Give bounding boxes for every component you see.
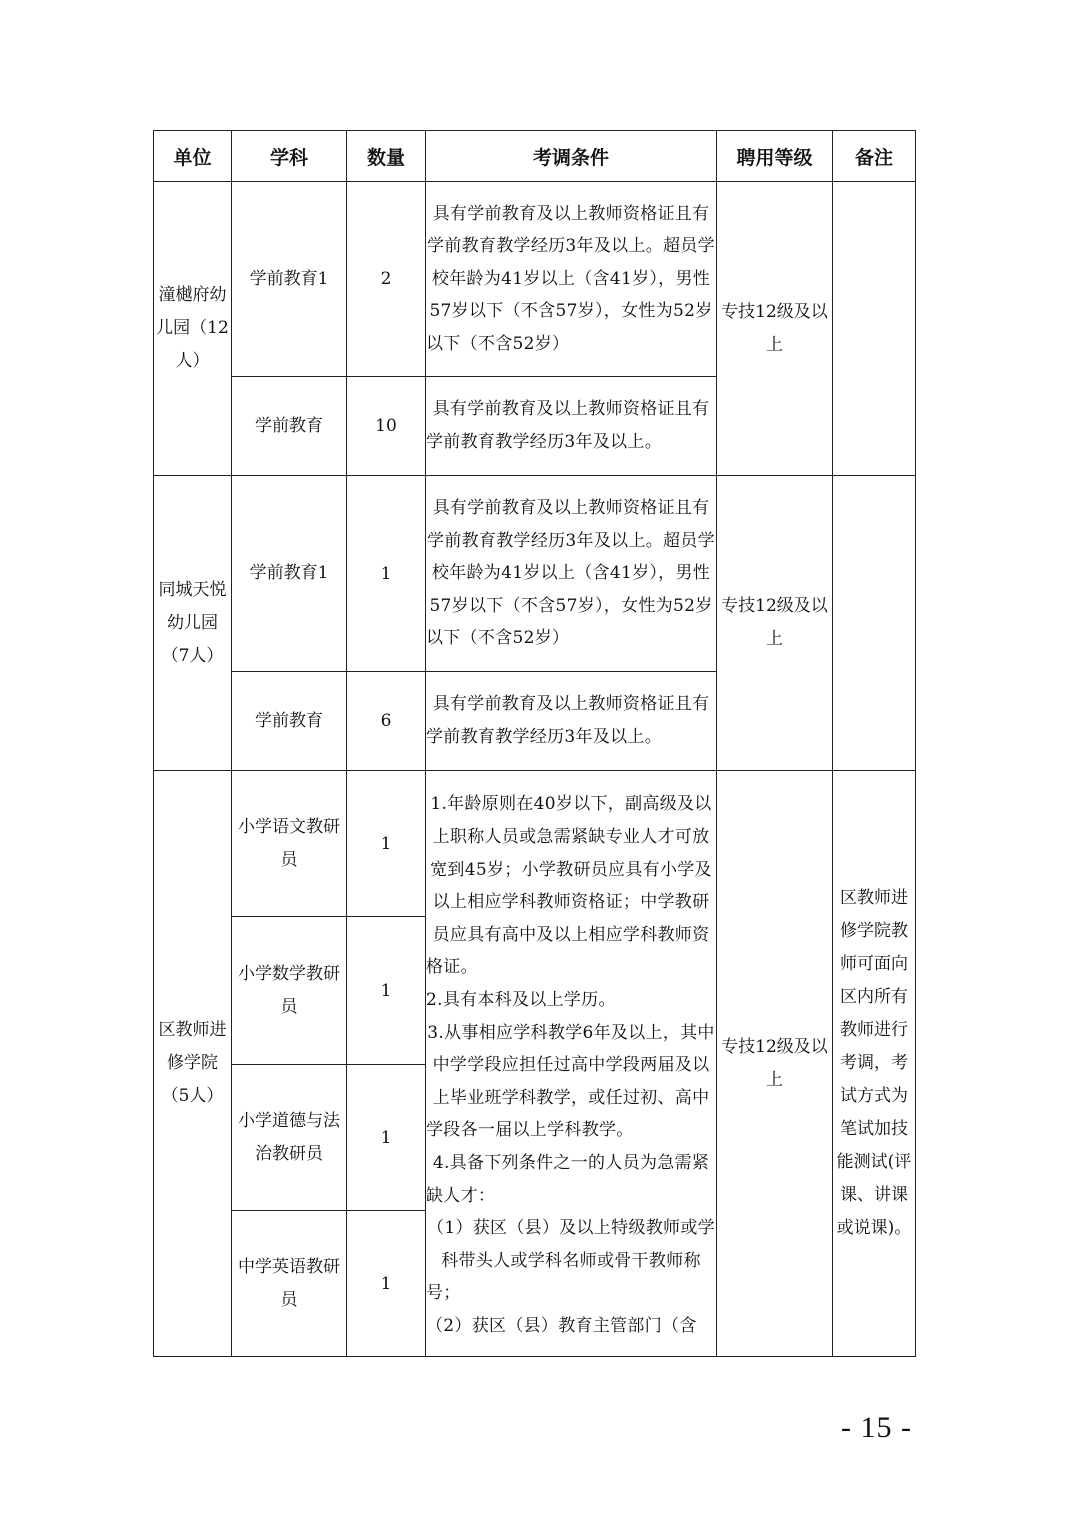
subject-cell: 学前教育1 <box>232 476 347 672</box>
count-cell: 1 <box>347 917 426 1065</box>
page-number: - 15 - <box>841 1411 912 1444</box>
count-cell: 2 <box>347 182 426 377</box>
level-cell: 专技12级及以上 <box>717 771 833 1357</box>
count-cell: 1 <box>347 771 426 917</box>
condition-cell: 具有学前教育及以上教师资格证且有学前教育教学经历3年及以上。 <box>426 377 717 476</box>
subject-cell: 中学英语教研员 <box>232 1211 347 1357</box>
count-cell: 10 <box>347 377 426 476</box>
condition-cell: 具有学前教育及以上教师资格证且有学前教育教学经历3年及以上。 <box>426 672 717 771</box>
subject-cell: 学前教育1 <box>232 182 347 377</box>
header-condition: 考调条件 <box>426 131 717 182</box>
condition-cell: 具有学前教育及以上教师资格证且有学前教育教学经历3年及以上。超员学校年龄为41岁以上（含41岁），男性57岁以下（不含57岁），女性为52岁以下（不含52岁） <box>426 476 717 672</box>
table-row <box>154 182 916 377</box>
table-row <box>154 476 916 672</box>
level-cell: 专技12级及以上 <box>717 476 833 771</box>
header-remark: 备注 <box>833 131 916 182</box>
recruitment-table <box>153 130 916 1357</box>
table-header-row <box>154 131 916 182</box>
unit-cell: 区教师进修学院（5人） <box>154 771 232 1357</box>
count-cell: 6 <box>347 672 426 771</box>
header-unit: 单位 <box>154 131 232 182</box>
subject-cell: 小学数学教研员 <box>232 917 347 1065</box>
remark-cell: 区教师进修学院教师可面向区内所有教师进行考调，考试方式为笔试加技能测试(评课、讲课或说课)。 <box>833 771 916 1357</box>
count-cell: 1 <box>347 1211 426 1357</box>
header-subject: 学科 <box>232 131 347 182</box>
unit-cell: 同城天悦幼儿园（7人） <box>154 476 232 771</box>
header-count: 数量 <box>347 131 426 182</box>
table-row <box>154 771 916 917</box>
level-cell: 专技12级及以上 <box>717 182 833 476</box>
header-level: 聘用等级 <box>717 131 833 182</box>
unit-cell: 潼樾府幼儿园（12人） <box>154 182 232 476</box>
count-cell: 1 <box>347 1065 426 1211</box>
condition-cell: 1.年龄原则在40岁以下，副高级及以上职称人员或急需紧缺专业人才可放宽到45岁；小学教研员应具有小学及以上相应学科教师资格证；中学教研员应具有高中及以上相应学科教师资格证。 2.具有本科及以上学历。 3.从事相应学科教学6年及以上，其中中学学段应担任过高中学段两届及以上毕业班学科教学，或任过初、高中学段各一届以上学科教学。 4.具备下列条件之一的人员为急需紧缺人才： （1）获区（县）及以上特级教师或学科带头人或学科名师或骨干教师称号； （2）获区（县）教育主管部门（含 <box>426 771 717 1357</box>
subject-cell: 学前教育 <box>232 377 347 476</box>
condition-cell: 具有学前教育及以上教师资格证且有学前教育教学经历3年及以上。超员学校年龄为41岁以上（含41岁），男性57岁以下（不含57岁），女性为52岁以下（不含52岁） <box>426 182 717 377</box>
subject-cell: 小学道德与法治教研员 <box>232 1065 347 1211</box>
remark-cell <box>833 182 916 476</box>
remark-cell <box>833 476 916 771</box>
subject-cell: 学前教育 <box>232 672 347 771</box>
subject-cell: 小学语文教研员 <box>232 771 347 917</box>
count-cell: 1 <box>347 476 426 672</box>
